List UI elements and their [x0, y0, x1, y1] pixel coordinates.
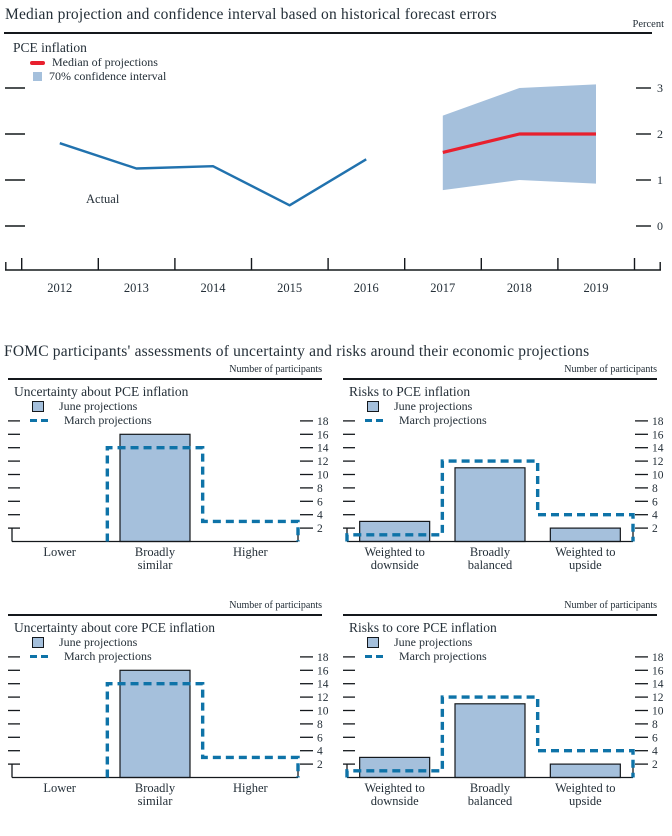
legend-label: 70% confidence interval — [49, 68, 167, 83]
category-label: upside — [569, 558, 602, 572]
fan-chart — [0, 0, 672, 312]
panel-title: Uncertainty about core PCE inflation — [14, 620, 215, 635]
actual-annotation: Actual — [86, 192, 120, 206]
y-tick-label: 18 — [317, 651, 329, 664]
legend-label: March projections — [64, 412, 152, 427]
y-tick-label: 18 — [652, 415, 664, 428]
legend-label: June projections — [394, 635, 473, 649]
y-tick-label: 4 — [652, 745, 658, 758]
y-tick-label: 12 — [652, 692, 664, 705]
y-tick-label: 16 — [652, 429, 664, 442]
y-tick-label: 4 — [317, 745, 323, 758]
legend-item-march — [367, 650, 487, 664]
confidence-band — [443, 84, 596, 190]
panel-title: Uncertainty about PCE inflation — [14, 384, 189, 399]
legend-item-median — [30, 56, 166, 70]
category-label: balanced — [467, 794, 513, 808]
y-tick-label: 8 — [652, 482, 658, 495]
category-label: similar — [137, 558, 173, 572]
category-label: upside — [569, 794, 602, 808]
june-bar — [455, 704, 525, 778]
y-tick-label: 12 — [317, 456, 329, 469]
year-tick-label: 2018 — [506, 281, 532, 295]
panel-unit-label: Number of participants — [564, 364, 657, 375]
page-title: Median projection and confidence interval based on historical forecast errors — [5, 6, 497, 23]
legend-item-march — [367, 414, 487, 428]
panel-legend — [32, 636, 152, 663]
y-tick-label: 4 — [317, 509, 323, 522]
june-bar-swatch-icon — [32, 401, 44, 412]
legend-item-band — [30, 70, 166, 84]
y-tick-label: 14 — [652, 678, 664, 691]
median-line-swatch-icon — [30, 61, 45, 65]
legend-label: June projections — [59, 399, 138, 413]
y-tick-label: 12 — [317, 692, 329, 705]
march-dash-swatch-icon — [30, 419, 49, 423]
category-label: Weighted to — [555, 781, 616, 795]
june-bar — [360, 521, 430, 541]
y-tick-label: 2 — [657, 127, 663, 141]
june-bar — [455, 468, 525, 542]
y-tick-label: 10 — [317, 705, 329, 718]
legend-item-march — [32, 414, 152, 428]
legend-label: Median of projections — [52, 55, 158, 69]
y-tick-label: 16 — [652, 665, 664, 678]
year-tick-label: 2014 — [200, 281, 226, 295]
category-label: Broadly — [134, 545, 176, 559]
panel-title: Risks to PCE inflation — [349, 384, 471, 399]
june-bar — [550, 528, 620, 541]
year-tick-label: 2013 — [123, 281, 149, 295]
y-tick-label: 0 — [657, 219, 663, 233]
year-tick-label: 2015 — [277, 281, 303, 295]
legend-label: June projections — [394, 399, 473, 413]
category-label: Higher — [232, 545, 268, 559]
panel-unit-label: Number of participants — [564, 600, 657, 611]
y-tick-label: 4 — [652, 509, 658, 522]
panel-risks-core-pce — [343, 600, 665, 836]
category-label: balanced — [467, 558, 513, 572]
june-bar-swatch-icon — [367, 401, 379, 412]
legend-item-march — [32, 650, 152, 664]
march-dash-swatch-icon — [30, 655, 49, 659]
category-label: Higher — [232, 781, 268, 795]
year-tick-label: 2017 — [430, 281, 456, 295]
y-tick-label: 6 — [317, 496, 323, 509]
june-bar-swatch-icon — [32, 637, 44, 648]
y-tick-label: 6 — [652, 496, 658, 509]
y-tick-label: 16 — [317, 429, 329, 442]
y-tick-label: 1 — [657, 173, 663, 187]
panel-legend — [367, 400, 487, 427]
y-tick-label: 8 — [317, 482, 323, 495]
category-label: Broadly — [469, 781, 511, 795]
y-tick-label: 10 — [652, 705, 664, 718]
category-label: Weighted to — [364, 781, 425, 795]
y-tick-label: 14 — [317, 442, 329, 455]
y-tick-label: 8 — [317, 718, 323, 731]
legend-item-june — [32, 636, 152, 650]
legend-item-june — [367, 400, 487, 414]
panel-risks-pce — [343, 364, 665, 600]
category-label: Broadly — [134, 781, 176, 795]
y-tick-label: 12 — [652, 456, 664, 469]
y-tick-label: 18 — [652, 651, 664, 664]
y-tick-label: 14 — [317, 678, 329, 691]
panel-uncertainty-pce — [8, 364, 330, 600]
y-tick-label: 2 — [317, 759, 323, 772]
y-axis-unit-label: Percent — [632, 19, 664, 30]
y-tick-label: 2 — [652, 523, 658, 536]
legend-label: March projections — [399, 412, 487, 427]
year-tick-label: 2012 — [47, 281, 73, 295]
legend-label: March projections — [399, 648, 487, 663]
june-bar — [550, 764, 620, 777]
fan-chart-subtitle: PCE inflation — [13, 40, 87, 55]
section-title: FOMC participants' assessments of uncertainty and risks around their economic projections — [4, 343, 590, 360]
category-label: Broadly — [469, 545, 511, 559]
category-label: Lower — [43, 781, 76, 795]
y-tick-label: 18 — [317, 415, 329, 428]
panel-title: Risks to core PCE inflation — [349, 620, 497, 635]
y-tick-label: 14 — [652, 442, 664, 455]
june-bar — [120, 434, 190, 541]
y-tick-label: 16 — [317, 665, 329, 678]
y-tick-label: 10 — [317, 469, 329, 482]
y-tick-label: 10 — [652, 469, 664, 482]
panel-uncertainty-core-pce — [8, 600, 330, 836]
category-label: Weighted to — [364, 545, 425, 559]
category-label: Weighted to — [555, 545, 616, 559]
confidence-band-swatch-icon — [33, 72, 42, 81]
y-tick-label: 2 — [652, 759, 658, 772]
legend-item-june — [367, 636, 487, 650]
y-tick-label: 6 — [317, 732, 323, 745]
panel-unit-label: Number of participants — [229, 364, 322, 375]
june-bar — [120, 670, 190, 777]
june-bar-swatch-icon — [367, 637, 379, 648]
panel-unit-label: Number of participants — [229, 600, 322, 611]
fan-chart-legend — [30, 56, 166, 83]
march-dash-swatch-icon — [365, 419, 384, 423]
category-label: downside — [370, 558, 419, 572]
year-tick-label: 2016 — [353, 281, 379, 295]
category-label: similar — [137, 794, 173, 808]
legend-item-june — [32, 400, 152, 414]
legend-label: March projections — [64, 648, 152, 663]
year-tick-label: 2019 — [583, 281, 609, 295]
category-label: Lower — [43, 545, 76, 559]
panel-legend — [367, 636, 487, 663]
y-tick-label: 8 — [652, 718, 658, 731]
june-bar — [360, 757, 430, 777]
y-tick-label: 3 — [657, 81, 663, 95]
category-label: downside — [370, 794, 419, 808]
panel-legend — [32, 400, 152, 427]
march-dash-swatch-icon — [365, 655, 384, 659]
y-tick-label: 6 — [652, 732, 658, 745]
y-tick-label: 2 — [317, 523, 323, 536]
legend-label: June projections — [59, 635, 138, 649]
